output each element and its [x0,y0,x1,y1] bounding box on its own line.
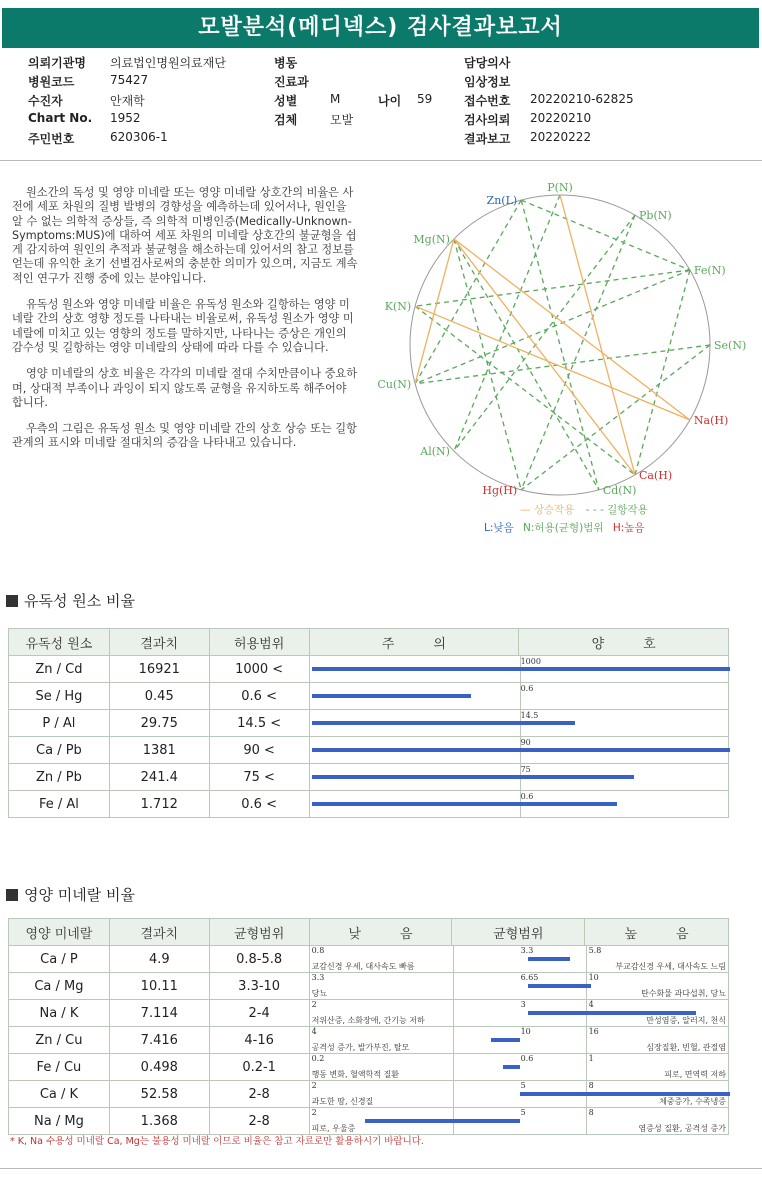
divider [0,160,762,161]
toxic-bar [312,667,730,671]
toxic-range: 0.6 < [209,791,309,818]
wheel-node-label: Pb(N) [639,209,672,223]
info-value: 620306-1 [110,130,168,144]
nutrient-lo: 2 [311,1108,317,1117]
nutrient-low-desc: 교감신경 우세, 대사속도 빠름 [311,962,415,971]
synergy-line [415,239,454,384]
info-label: 병원코드 [28,75,75,89]
nutrient-value: 52.58 [109,1081,209,1108]
nutrient-name: Zn / Cu [9,1027,110,1054]
info-value: 20220210-62825 [530,92,634,106]
nutrient-mid: 5 [520,1081,526,1090]
nutrient-range: 2-8 [209,1081,309,1108]
intro-paragraph: 원소간의 독성 및 영양 미네랄 또는 영양 미네랄 상호간의 비율은 사전에 세포 차원의 질병 발병의 경향성을 예측하는데 있어서나, 원인을 알 수 없는 의학적 증상들, 즉 의학적 미병인증(Medically-Unknown-Symptoms:MUS)에 대하여 세포 차원의 미네랄 상호간의 불균형을 쉽게 감지하여 원인의 추적과 불균형을 해소하는데 있어서의 참고 정보를 얻는데 유익한 초기 선별검사로써의 충분한 의미가 있으며, 지금도 계속적인 연구가 진행 중에 있는 분야입니다. [12,186,358,285]
info-label: 주민번호 [28,132,75,146]
nutrient-bar-cell [309,1027,728,1054]
info-label: 접수번호 [464,94,511,108]
nutrient-bar [520,1092,730,1096]
report-title: 모발분석(메디넥스) 검사결과보고서 [2,8,759,48]
info-value: 의료법인명원의료재단 [110,56,226,70]
wheel-node-label: Al(N) [420,445,450,459]
toxic-threshold: 75 [520,765,531,774]
nutrient-bar-cell [309,1000,728,1027]
nutrient-bar-cell [309,1108,728,1135]
toxic-section-title [6,590,135,611]
antagonism-line [454,239,599,490]
wheel-node-label: P(N) [547,181,573,194]
info-label: 담당의사 [464,56,511,70]
nutrient-low-desc: 공격성 증가, 발가부진, 탈모 [311,1043,410,1052]
antagonism-line [415,345,710,384]
toxic-bar [312,721,575,725]
toxic-name: P / Al [9,710,110,737]
info-label: 검사의뢰 [464,113,511,127]
toxic-row [9,710,729,737]
info-value: 20220210 [530,111,592,125]
nutrient-value: 7.416 [109,1027,209,1054]
wheel-node-label: K(N) [384,300,412,314]
antagonism-line [521,200,599,490]
info-label: 검체 [274,113,298,127]
nutrient-hi: 5.8 [588,946,602,955]
nutrient-header: 균형범위 [209,919,309,946]
toxic-name: Zn / Pb [9,764,110,791]
nutrient-range: 0.2-1 [209,1054,309,1081]
antagonism-line [521,215,635,490]
nutrient-row [9,1000,729,1027]
toxic-bar-cell [309,791,728,818]
toxic-bar [312,802,617,806]
nutrient-mid: 10 [520,1027,531,1036]
toxic-range: 90 < [209,737,309,764]
nutrient-header: 결과치 [109,919,209,946]
nutrient-bar [365,1119,520,1123]
nutrient-mid: 0.6 [520,1054,534,1063]
nutrient-hi: 4 [588,1000,594,1009]
nutrient-bar [503,1065,520,1069]
toxic-range: 0.6 < [209,683,309,710]
toxic-bar-cell [309,683,728,710]
nutrient-section-title [6,884,135,905]
nutrient-row [9,1027,729,1054]
antagonism-line [635,270,690,475]
info-label: 임상정보 [464,75,511,89]
toxic-header: 양 호 [519,629,729,656]
nutrient-header: 높 음 [585,919,729,946]
nutrient-ratio-table [8,918,729,1135]
nutrient-mid: 5 [520,1108,526,1117]
toxic-header: 유독성 원소 [9,629,110,656]
toxic-bar [312,775,634,779]
toxic-ratio-table [8,628,729,818]
nutrient-high-desc: 염증성 질환, 공격성 증가 [638,1124,726,1133]
nutrient-lo: 2 [311,1000,317,1009]
info-label: 결과보고 [464,132,511,146]
nutrient-hi: 8 [588,1108,594,1117]
antagonism-line [454,239,521,490]
nutrient-range: 3.3-10 [209,973,309,1000]
toxic-header: 허용범위 [209,629,309,656]
toxic-name: Se / Hg [9,683,110,710]
toxic-threshold: 1000 [520,657,541,666]
nutrient-header: 낮 음 [309,919,452,946]
info-label: 나이 [378,94,402,108]
info-value: 59 [417,92,433,106]
nutrient-hi: 1 [588,1054,594,1063]
nutrient-row [9,1054,729,1081]
nutrient-name: Ca / Mg [9,973,110,1000]
nutrient-range: 2-4 [209,1000,309,1027]
nutrient-high-desc: 탄수화물 과다섭취, 당뇨 [641,989,726,998]
wheel-node-label: Mg(N) [413,232,450,246]
intro-paragraph: 영양 미네랄의 상호 비율은 각각의 미네랄 절대 수치만큼이나 중요하며, 상대적 부족이나 과잉이 되지 않도록 균형을 유지하도록 해주어야 합니다. [12,367,358,409]
nutrient-low-desc: 과도한 땀, 신경질 [311,1097,374,1106]
nutrient-row [9,1108,729,1135]
nutrient-name: Ca / K [9,1081,110,1108]
info-value: 1952 [110,111,141,125]
antagonism-line [415,270,690,306]
nutrient-lo: 2 [311,1081,317,1090]
toxic-row [9,764,729,791]
toxic-threshold: 0.6 [520,684,534,693]
toxic-row [9,737,729,764]
nutrient-lo: 0.2 [311,1054,325,1063]
nutrient-row [9,946,729,973]
intro-paragraph: 유독성 원소와 영양 미네랄 비율은 유독성 원소와 길항하는 영양 미네랄 간의 상호 영향 정도를 나타내는 비율로써, 유독성 원소가 영양 미네랄에 미치고 있는 영향의 정도를 말하지만, 나타나는 증상은 개인의 감수성 및 길항하는 영양 미네랄의 상태에 따라 다를 수 있습니다. [12,298,354,354]
info-label: 진료과 [274,75,309,89]
toxic-bar-cell [309,656,728,683]
synergy-line [560,195,635,475]
toxic-range: 1000 < [209,656,309,683]
mineral-wheel-diagram [377,180,747,540]
mineral-wheel-svg [377,180,747,540]
antagonism-line [521,345,710,490]
toxic-bar-cell [309,710,728,737]
nutrient-row [9,973,729,1000]
nutrient-mid: 3.3 [520,946,534,955]
nutrient-range: 4-16 [209,1027,309,1054]
nutrient-bar [491,1038,520,1042]
wheel-node-label: Zn(L) [486,194,518,208]
nutrient-high-desc: 체중증가, 수족냉증 [659,1097,726,1106]
nutrient-header: 균형범위 [452,919,585,946]
legend-normal: N:허용(균형)범위 [523,522,604,534]
nutrient-lo: 0.8 [311,946,325,955]
wheel-node-label: Se(N) [714,339,747,352]
nutrient-hi: 16 [588,1027,599,1036]
nutrient-bar [528,984,591,988]
toxic-bar [312,694,471,698]
info-label: Chart No. [28,111,93,125]
info-label: 병동 [274,56,298,70]
legend-levels [484,520,645,535]
nutrient-high-desc: 부교감신경 우세, 대사속도 느림 [615,962,726,971]
wheel-node-label: Cu(N) [377,377,412,391]
intro-text [12,186,358,463]
toxic-threshold: 90 [520,738,531,747]
nutrient-lo: 3.3 [311,973,325,982]
toxic-name: Ca / Pb [9,737,110,764]
nutrient-name: Fe / Cu [9,1054,110,1081]
bottom-divider [0,1168,762,1169]
antagonism-line [454,195,560,451]
wheel-node-label: Cd(N) [602,483,637,497]
toxic-value: 0.45 [109,683,209,710]
toxic-name: Zn / Cd [9,656,110,683]
nutrient-mid: 3 [520,1000,526,1009]
info-label: 수진자 [28,94,63,108]
toxic-name: Fe / Al [9,791,110,818]
intro-paragraph: 우측의 그림은 유독성 원소 및 영양 미네랄 간의 상호 상승 또는 길항 관계의 표시와 미네랄 절대치의 증감을 나타내고 있습니다. [12,422,357,450]
nutrient-value: 7.114 [109,1000,209,1027]
patient-info [28,54,748,149]
nutrient-bar-cell [309,973,728,1000]
legend-synergy-label: 상승작용 [533,504,575,516]
nutrient-value: 0.498 [109,1054,209,1081]
nutrient-row [9,1081,729,1108]
toxic-header: 결과치 [109,629,209,656]
toxic-bar-cell [309,764,728,791]
toxic-bar-cell [309,737,728,764]
info-value: 75427 [110,73,149,87]
toxic-range: 75 < [209,764,309,791]
wheel-node-label: Ca(H) [639,468,673,482]
info-value: 모발 [330,113,354,127]
nutrient-value: 4.9 [109,946,209,973]
nutrient-value: 10.11 [109,973,209,1000]
nutrient-section-label: 영양 미네랄 비율 [24,886,135,904]
nutrient-name: Na / Mg [9,1108,110,1135]
nutrient-low-desc: 당뇨 [311,989,328,998]
nutrient-range: 2-8 [209,1108,309,1135]
nutrient-bar [528,1011,696,1015]
nutrient-high-desc: 만성염증, 알러지, 천식 [646,1016,726,1025]
toxic-row [9,791,729,818]
nutrient-hi: 8 [588,1081,594,1090]
nutrient-low-desc: 피로, 우울증 [311,1124,356,1133]
legend-low: L:낮음 [484,522,514,534]
toxic-value: 241.4 [109,764,209,791]
toxic-range: 14.5 < [209,710,309,737]
toxic-value: 16921 [109,656,209,683]
toxic-section-label: 유독성 원소 비율 [24,592,135,610]
nutrient-bar [528,957,570,961]
info-label: 의뢰기관명 [28,56,86,70]
toxic-value: 1381 [109,737,209,764]
nutrient-bar-cell [309,946,728,973]
legend-high: H:높음 [612,522,645,534]
nutrient-hi: 10 [588,973,599,982]
legend-synergy: — 상승작용 - - - 길항작용 [520,504,648,516]
toxic-row [9,683,729,710]
toxic-value: 1.712 [109,791,209,818]
nutrient-header: 영양 미네랄 [9,919,110,946]
nutrient-name: Na / K [9,1000,110,1027]
nutrient-value: 1.368 [109,1108,209,1135]
info-value: 20220222 [530,130,592,144]
wheel-node-label: Hg(H) [482,483,518,497]
nutrient-name: Ca / P [9,946,110,973]
nutrient-low-desc: 저위산증, 소화장애, 간기능 저하 [311,1016,425,1025]
wheel-node-label: Na(H) [693,414,729,427]
toxic-row [9,656,729,683]
nutrient-range: 0.8-5.8 [209,946,309,973]
toxic-threshold: 14.5 [520,711,539,720]
toxic-threshold: 0.6 [520,792,534,801]
info-value: 안재학 [110,94,145,108]
info-value: M [330,92,341,106]
nutrient-mid: 6.65 [520,973,539,982]
nutrient-high-desc: 피로, 면역력 저하 [664,1070,726,1079]
footnote: * K, Na 수용성 미네랄 Ca, Mg는 불용성 미네랄 이므로 비율은 참고 자료로만 활용하시기 바랍니다. [10,1136,424,1147]
toxic-bar [312,748,730,752]
nutrient-bar-cell [309,1081,728,1108]
info-label: 성별 [274,94,298,108]
toxic-value: 29.75 [109,710,209,737]
nutrient-lo: 4 [311,1027,317,1036]
wheel-node-label: Fe(N) [693,264,726,277]
nutrient-high-desc: 심장질환, 빈혈, 관절염 [646,1043,726,1052]
nutrient-low-desc: 행동 변화, 혈액학적 질환 [311,1070,400,1079]
toxic-header: 주 의 [309,629,519,656]
nutrient-bar-cell [309,1054,728,1081]
legend-antagonism-label: 길항작용 [607,504,648,516]
